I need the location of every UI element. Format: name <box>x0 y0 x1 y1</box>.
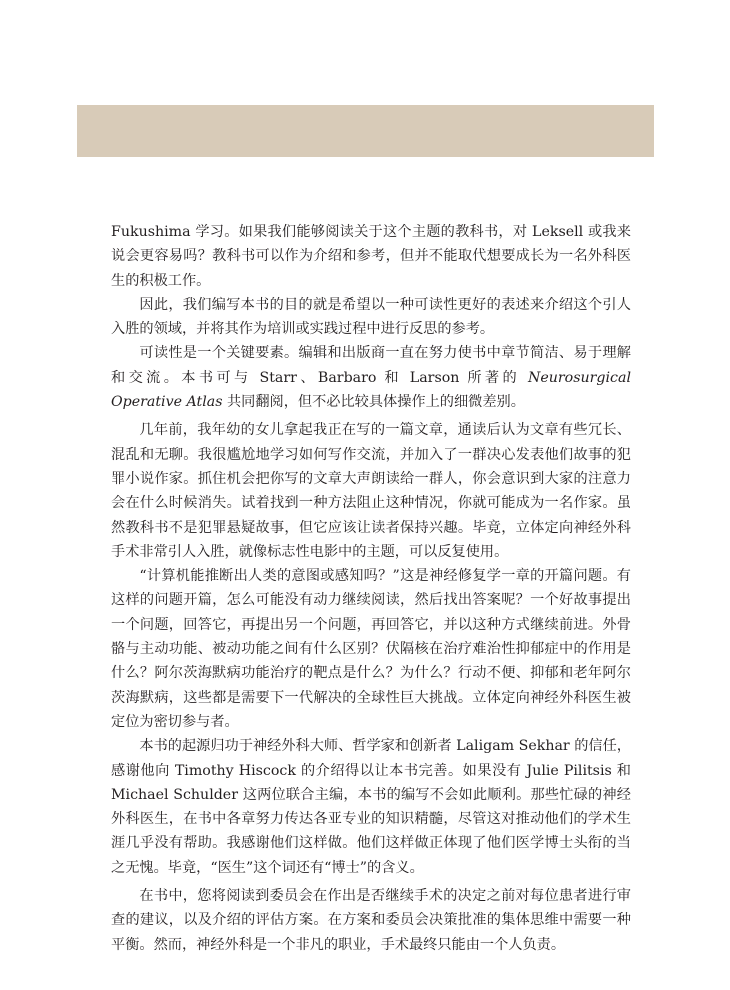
paragraph: 因此，我们编写本书的目的就是希望以一种可读性更好的表述来介绍这个引人入胜的领域，并将其作为培训或实践过程中进行反思的参考。 <box>111 296 631 338</box>
book-title-italic: Neurosurgical Operative Atlas <box>111 369 631 411</box>
paragraph: 在书中，您将阅读到委员会在作出是否继续手术的决定之前对每位患者进行审查的建议，以及介绍的评估方案。在方案和委员会决策批准的集体思维中需要一种平衡。然而，神经外科是一个非凡的职业，手术最终只能由一个人负责。 <box>111 888 631 953</box>
body-text <box>111 220 631 957</box>
paragraph: 可读性是一个关键要素。编辑和出版商一直在努力使书中章节简洁、易于理解和交流。本书可与 Starr、Barbaro 和 Larson 所著的 Neurosurgical Operative Atlas 共同翻阅，但不必比较具体操作上的细微差别。 <box>111 345 631 411</box>
paragraph: 几年前，我年幼的女儿拿起我正在写的一篇文章，通读后认为文章有些冗长、混乱和无聊。我很尴尬地学习如何写作交流，并加入了一群决心发表他们故事的犯罪小说作家。抓住机会把你写的文章大声朗读给一群人，你会意识到大家的注意力会在什么时候消失。试着找到一种方法阻止这种情况，你就可能成为一名作家。虽然教科书不是犯罪悬疑故事，但它应该让读者保持兴趣。毕竟，立体定向神经外科手术非常引人入胜，就像标志性电影中的主题，可以反复使用。 <box>111 422 631 560</box>
paragraph: “计算机能推断出人类的意图或感知吗？”这是神经修复学一章的开篇问题。有这样的问题开篇，怎么可能没有动力继续阅读，然后找出答案呢？一个好故事提出一个问题，回答它，再提出另一个问题，再回答它，并以这种方式继续前进。外骨骼与主动功能、被动功能之间有什么区别？伏隔核在治疗难治性抑郁症中的作用是什么？阿尔茨海默病功能治疗的靶点是什么？为什么？行动不便、抑郁和老年阿尔茨海默病，这些都是需要下一代解决的全球性巨大挑战。立体定向神经外科医生被定位为密切参与者。 <box>111 568 631 730</box>
paragraph: 本书的起源归功于神经外科大师、哲学家和创新者 Laligam Sekhar 的信任，感谢他向 Timothy Hiscock 的介绍得以让本书完善。如果没有 Julie Pilitsis 和 Michael Schulder 这两位联合主编，本书的编写不会如此顺利。那些忙碌的神经外科医生，在书中各章努力传达各亚专业的知识精髓，尽管这对推动他们的学术生涯几乎没有帮助。我感谢他们这样做。他们这样做正体现了他们医学博士头衔的当之无愧。毕竟，“医生”这个词还有“博士”的含义。 <box>111 738 631 876</box>
paragraph: Fukushima 学习。如果我们能够阅读关于这个主题的教科书，对 Leksell 或我来说会更容易吗？教科书可以作为介绍和参考，但并不能取代想要成长为一名外科医生的积极工作。 <box>111 224 631 289</box>
chapter-header-band <box>77 105 654 157</box>
